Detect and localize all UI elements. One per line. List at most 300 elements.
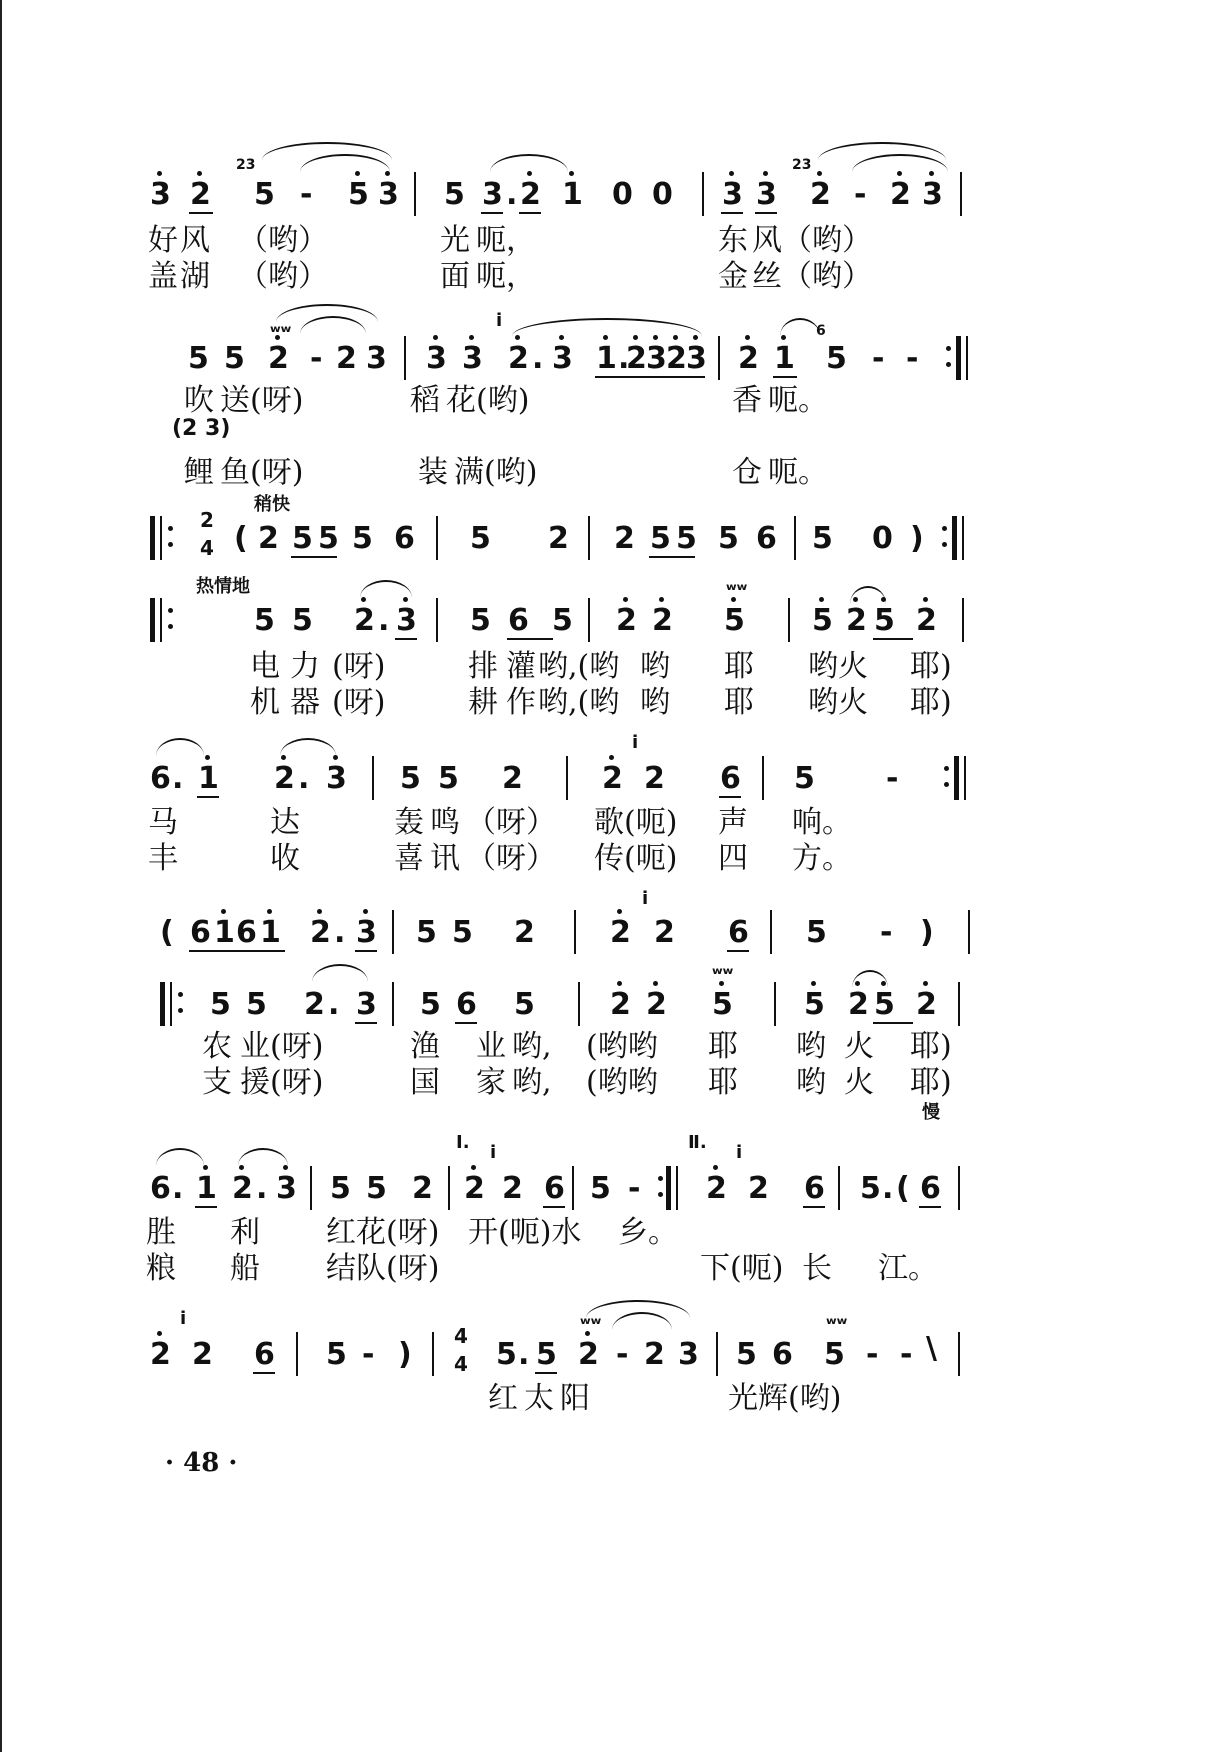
trill: ʷʷ (726, 580, 748, 601)
dot: . (328, 987, 340, 1022)
octave-dot (811, 981, 816, 986)
lyric-syllable: 呃， (476, 223, 536, 258)
barline (392, 982, 394, 1026)
note: 2 (610, 915, 631, 950)
lyric-syllable: 东 (718, 223, 748, 258)
note: 5 (318, 521, 339, 556)
note: 5 (470, 603, 491, 638)
underline (719, 796, 741, 798)
timesig-top: 4 (454, 1324, 468, 1348)
trill: ʷʷ (826, 1314, 848, 1335)
repeat-dot (178, 1008, 183, 1013)
lyric-syllable: 呃， (476, 259, 536, 294)
lyric-syllable: 支 (202, 1065, 232, 1100)
note: 2 (520, 177, 541, 212)
lyric-syllable: 仓 (732, 455, 762, 490)
lyric-syllable: 灌 (506, 649, 536, 684)
lyric-syllable: 利 (230, 1215, 260, 1250)
note: 3 (646, 341, 667, 376)
note: 5 (188, 341, 209, 376)
note: 3 (150, 177, 171, 212)
underline (727, 950, 749, 952)
lyric-syllable: 吹 (184, 383, 214, 418)
grace-notes: 23 (792, 157, 812, 173)
note: 0 (652, 177, 673, 212)
note: 5 (676, 521, 697, 556)
note: 5 (812, 521, 833, 556)
dash: - (362, 1337, 375, 1372)
lyric-syllable: 风 (180, 223, 210, 258)
note: 5 (860, 1171, 881, 1206)
volta-2: Ⅱ. (688, 1132, 707, 1153)
underline (355, 950, 377, 952)
octave-dot (617, 909, 622, 914)
note: 2 (274, 761, 295, 796)
note: 5 (452, 915, 473, 950)
dash: - (880, 915, 893, 950)
lyric-syllable: 渔 (410, 1029, 440, 1064)
grace: i (496, 310, 503, 331)
paren-open: ( (160, 915, 174, 950)
barline (296, 1332, 298, 1376)
octave-dot (819, 597, 824, 602)
repeat-dot (178, 992, 183, 997)
dash: - (310, 341, 323, 376)
barline (964, 756, 966, 800)
note: 6 (456, 987, 477, 1022)
repeat-dot (942, 526, 947, 531)
slur (156, 1148, 204, 1166)
octave-dot (763, 171, 768, 176)
lyric-syllable: 耶) (910, 649, 952, 684)
lyric-syllable: 耶 (724, 649, 754, 684)
note: 2 (644, 761, 665, 796)
note: 1 (198, 761, 219, 796)
lyric-syllable: (呀) (332, 685, 386, 720)
lyric-syllable: 乡。 (618, 1215, 678, 1250)
grace: i (180, 1308, 187, 1329)
note: 5 (736, 1337, 757, 1372)
note: 6 (920, 1171, 941, 1206)
note: 2 (578, 1337, 599, 1372)
lyric-syllable: 业(呀) (240, 1029, 324, 1064)
lyric-syllable: 船 (230, 1251, 260, 1286)
tempo-mark: 稍快 (254, 494, 290, 515)
lyric-syllable: 作 (506, 685, 536, 720)
dot: . (378, 603, 390, 638)
barline (448, 1166, 450, 1210)
barline (762, 756, 764, 800)
dot: . (882, 1171, 894, 1206)
underline (685, 376, 705, 378)
lyric-syllable: 歌(呃) (594, 805, 678, 840)
note: 5 (210, 987, 231, 1022)
note: 5 (590, 1171, 611, 1206)
octave-dot (433, 335, 438, 340)
barline (160, 598, 162, 642)
octave-dot (923, 981, 928, 986)
lyric-syllable: 丰 (148, 841, 178, 876)
lyric-syllable: 装 (418, 455, 448, 490)
barline (962, 516, 964, 560)
note: 3 (462, 341, 483, 376)
lyric-syllable: 收 (270, 841, 300, 876)
note: 5 (496, 1337, 517, 1372)
note: 2 (464, 1171, 485, 1206)
grace: i (736, 1142, 743, 1163)
slur (238, 1148, 288, 1166)
lyric-syllable: 农 (202, 1029, 232, 1064)
octave-dot (653, 981, 658, 986)
repeat-dot (946, 346, 951, 351)
note: 1 (260, 915, 281, 950)
octave-dot (317, 909, 322, 914)
octave-dot (609, 755, 614, 760)
lyric-syllable: 呃。 (768, 383, 828, 418)
lyric-syllable: 粮 (146, 1251, 176, 1286)
note: 5 (246, 987, 267, 1022)
lyric-syllable: 轰 (394, 805, 424, 840)
thick-barline (952, 516, 957, 560)
note: 5 (470, 521, 491, 556)
underline (535, 1372, 557, 1374)
barline (572, 1166, 574, 1210)
lyric-syllable: 火 (844, 1029, 874, 1064)
lyric-syllable: 下(呃) (700, 1251, 784, 1286)
note: 3 (366, 341, 387, 376)
octave-dot (659, 597, 664, 602)
repeat-dot (944, 782, 949, 787)
note: 2 (916, 987, 937, 1022)
thick-barline (150, 598, 155, 642)
note: 5 (874, 987, 895, 1022)
note: 1 (214, 915, 235, 950)
note: 2 (890, 177, 911, 212)
lyric-syllable: 排 (468, 649, 498, 684)
note: 2 (654, 915, 675, 950)
thick-barline (954, 756, 959, 800)
slur (852, 970, 888, 988)
lyric-syllable: 鱼(呀) (220, 455, 304, 490)
lyric-syllable: 红花(呀) (326, 1215, 440, 1250)
underline (543, 1206, 565, 1208)
note: 5 (794, 761, 815, 796)
lyric-syllable: 火 (844, 1065, 874, 1100)
lyric-syllable: 湖 (180, 259, 210, 294)
octave-dot (469, 335, 474, 340)
note: 2 (310, 915, 331, 950)
dot: . (618, 341, 630, 376)
note: 3 (756, 177, 777, 212)
underline (253, 1372, 275, 1374)
lyric-syllable: 送(呀) (220, 383, 304, 418)
note: 2 (258, 521, 279, 556)
page-edge (0, 0, 2, 1752)
lyric-syllable: 哟 (640, 649, 670, 684)
octave-dot (471, 1165, 476, 1170)
octave-dot (221, 909, 226, 914)
repeat-dot (658, 1176, 663, 1181)
note: 6 (254, 1337, 275, 1372)
note: 5 (224, 341, 245, 376)
volta-1: Ⅰ. (456, 1132, 470, 1153)
lyric-syllable: 呃。 (768, 455, 828, 490)
note: 3 (356, 987, 377, 1022)
paren-close: ) (910, 521, 924, 556)
octave-dot (267, 909, 272, 914)
underline (189, 950, 285, 952)
note: 0 (612, 177, 633, 212)
lyric-syllable: 声 (718, 805, 748, 840)
octave-dot (623, 597, 628, 602)
slur (850, 586, 886, 604)
paren-close: ) (920, 915, 934, 950)
barline (578, 982, 580, 1026)
note: 5 (874, 603, 895, 638)
grace-notes: 23 (236, 157, 256, 173)
lyric-syllable: 江。 (878, 1251, 938, 1286)
note: 3 (482, 177, 503, 212)
note: 2 (610, 987, 631, 1022)
slur (512, 318, 702, 336)
underline (721, 212, 743, 214)
breath: \ (926, 1331, 937, 1366)
barline (774, 982, 776, 1026)
grace-6: 6 (816, 323, 826, 339)
grace: i (632, 732, 639, 753)
lyric-syllable: 红 (488, 1381, 518, 1416)
repeat-dot (946, 362, 951, 367)
barline (958, 1166, 960, 1210)
note: 2 (502, 761, 523, 796)
barline (372, 756, 374, 800)
underline (755, 212, 777, 214)
barline (414, 172, 416, 216)
dot: . (298, 761, 310, 796)
octave-dot (923, 597, 928, 602)
note: 2 (644, 1337, 665, 1372)
lyric-syllable: 面 (440, 259, 470, 294)
lyric-syllable: 开(呃)水 (468, 1215, 582, 1250)
note: 2 (810, 177, 831, 212)
note: 2 (412, 1171, 433, 1206)
dash: - (854, 177, 867, 212)
underline (803, 1206, 825, 1208)
barline (566, 756, 568, 800)
note: 5 (812, 603, 833, 638)
lyric-syllable: 长 (802, 1251, 832, 1286)
note: 5 (650, 521, 671, 556)
lyric-syllable: 力 (290, 649, 320, 684)
note: 5 (292, 521, 313, 556)
barline (958, 1332, 960, 1376)
underline (291, 556, 337, 558)
note: 2 (268, 341, 289, 376)
paren-close: ) (398, 1337, 412, 1372)
note: 3 (326, 761, 347, 796)
lyric-syllable: 鲤 (184, 455, 214, 490)
lyric-syllable: 传(呃) (594, 841, 678, 876)
expression-mark: 热情地 (196, 576, 250, 597)
note: 5 (712, 987, 733, 1022)
lyric-syllable: 耶) (910, 1029, 952, 1064)
note: 3 (378, 177, 399, 212)
note: 2 (916, 603, 937, 638)
lyric-syllable: 盖 (148, 259, 178, 294)
underline (873, 638, 913, 640)
slur (360, 580, 412, 598)
lyric-syllable: 胜 (146, 1215, 176, 1250)
note: 6 (150, 761, 171, 796)
underline (519, 212, 541, 214)
lyric-syllable: 耶 (708, 1065, 738, 1100)
note: 2 (514, 915, 535, 950)
note: 5 (254, 603, 275, 638)
note: 2 (738, 341, 759, 376)
dot: . (334, 915, 346, 950)
repeat-dot (168, 608, 173, 613)
note: 2 (304, 987, 325, 1022)
note: 5 (806, 915, 827, 950)
note: 5 (552, 603, 573, 638)
lyric-syllable: 国 (410, 1065, 440, 1100)
note: 2 (748, 1171, 769, 1206)
octave-dot (157, 1331, 162, 1336)
note: 5 (416, 915, 437, 950)
underline (773, 376, 797, 378)
thick-barline (150, 516, 155, 560)
octave-dot (197, 171, 202, 176)
barline (588, 516, 590, 560)
note: 3 (552, 341, 573, 376)
lyric-syllable: 方。 (792, 841, 852, 876)
slur (780, 318, 820, 336)
note: 2 (232, 1171, 253, 1206)
note: 5 (326, 1337, 347, 1372)
repeat-dot (168, 526, 173, 531)
lyric-syllable: 援(呀) (240, 1065, 324, 1100)
lyric-syllable: 讯 (430, 841, 460, 876)
dot: . (518, 1337, 530, 1372)
note: 6 (394, 521, 415, 556)
lyric-syllable: 香 (732, 383, 762, 418)
note: 6 (772, 1337, 793, 1372)
underline (873, 1022, 913, 1024)
timesig-bottom: 4 (200, 536, 214, 560)
lyric-syllable: 业 (476, 1029, 506, 1064)
note: 2 (508, 341, 529, 376)
underline (481, 212, 503, 214)
note: 2 (190, 177, 211, 212)
lyric-syllable: （呀） (466, 805, 556, 840)
note: 6 (720, 761, 741, 796)
thick-barline (666, 1166, 671, 1210)
note: 1 (562, 177, 583, 212)
note: 5 (420, 987, 441, 1022)
lyric-syllable: 光 (440, 223, 470, 258)
note: 2 (848, 987, 869, 1022)
lyric-syllable: 哟, (512, 1029, 552, 1064)
lyric-syllable: 器 (290, 685, 320, 720)
note: 2 (602, 761, 623, 796)
grace: i (490, 1142, 497, 1163)
note: 5 (352, 521, 373, 556)
barline (968, 910, 970, 954)
barline (574, 910, 576, 954)
note: 1 (596, 341, 617, 376)
lyric-syllable: 哟火 (808, 685, 868, 720)
barline (958, 982, 960, 1026)
underline (395, 638, 417, 640)
lyric-syllable: 机 (250, 685, 280, 720)
paren-open: ( (234, 521, 248, 556)
note: 2 (666, 341, 687, 376)
note: 5 (514, 987, 535, 1022)
lyric-syllable: 电 (250, 649, 280, 684)
note: 2 (354, 603, 375, 638)
repeat-dot (168, 624, 173, 629)
lyric-syllable: （哟） (238, 259, 328, 294)
note: 6 (728, 915, 749, 950)
dash: - (628, 1171, 641, 1206)
lyric-syllable: (哟哟 (586, 1029, 658, 1064)
note: 6 (236, 915, 257, 950)
note: 3 (678, 1337, 699, 1372)
trill: ʷʷ (712, 964, 734, 985)
note: 0 (872, 521, 893, 556)
note: 3 (722, 177, 743, 212)
note: 5 (366, 1171, 387, 1206)
underline (455, 1022, 477, 1024)
note: 3 (356, 915, 377, 950)
underline (595, 376, 691, 378)
dot: . (172, 761, 184, 796)
lyric-syllable: 稻 (410, 383, 440, 418)
barline (788, 598, 790, 642)
note: 2 (150, 1337, 171, 1372)
lyric-syllable: 哟, (512, 1065, 552, 1100)
note: 2 (192, 1337, 213, 1372)
octave-dot (617, 981, 622, 986)
note: 6 (190, 915, 211, 950)
underline (197, 796, 219, 798)
barline (310, 1166, 312, 1210)
lyric-syllable: 家 (476, 1065, 506, 1100)
barline (432, 1332, 434, 1376)
lyric-syllable: 金 (718, 259, 748, 294)
timesig-top: 2 (200, 508, 214, 532)
dot: . (172, 1171, 184, 1206)
trill: ʷʷ (580, 1314, 602, 1335)
note: 6 (544, 1171, 565, 1206)
lyric-syllable: 哟 (640, 685, 670, 720)
dot: . (532, 341, 544, 376)
barline (770, 910, 772, 954)
note: 2 (706, 1171, 727, 1206)
note: 5 (826, 341, 847, 376)
note: 2 (614, 521, 635, 556)
note: 5 (444, 177, 465, 212)
underline (919, 1206, 941, 1208)
grace: i (642, 888, 649, 909)
underline (195, 1206, 217, 1208)
lyric-syllable: 好 (148, 223, 178, 258)
barline (170, 982, 172, 1026)
note: 5 (330, 1171, 351, 1206)
barline (716, 1332, 718, 1376)
note: 3 (276, 1171, 297, 1206)
lyric-syllable: 哟 (796, 1029, 826, 1064)
